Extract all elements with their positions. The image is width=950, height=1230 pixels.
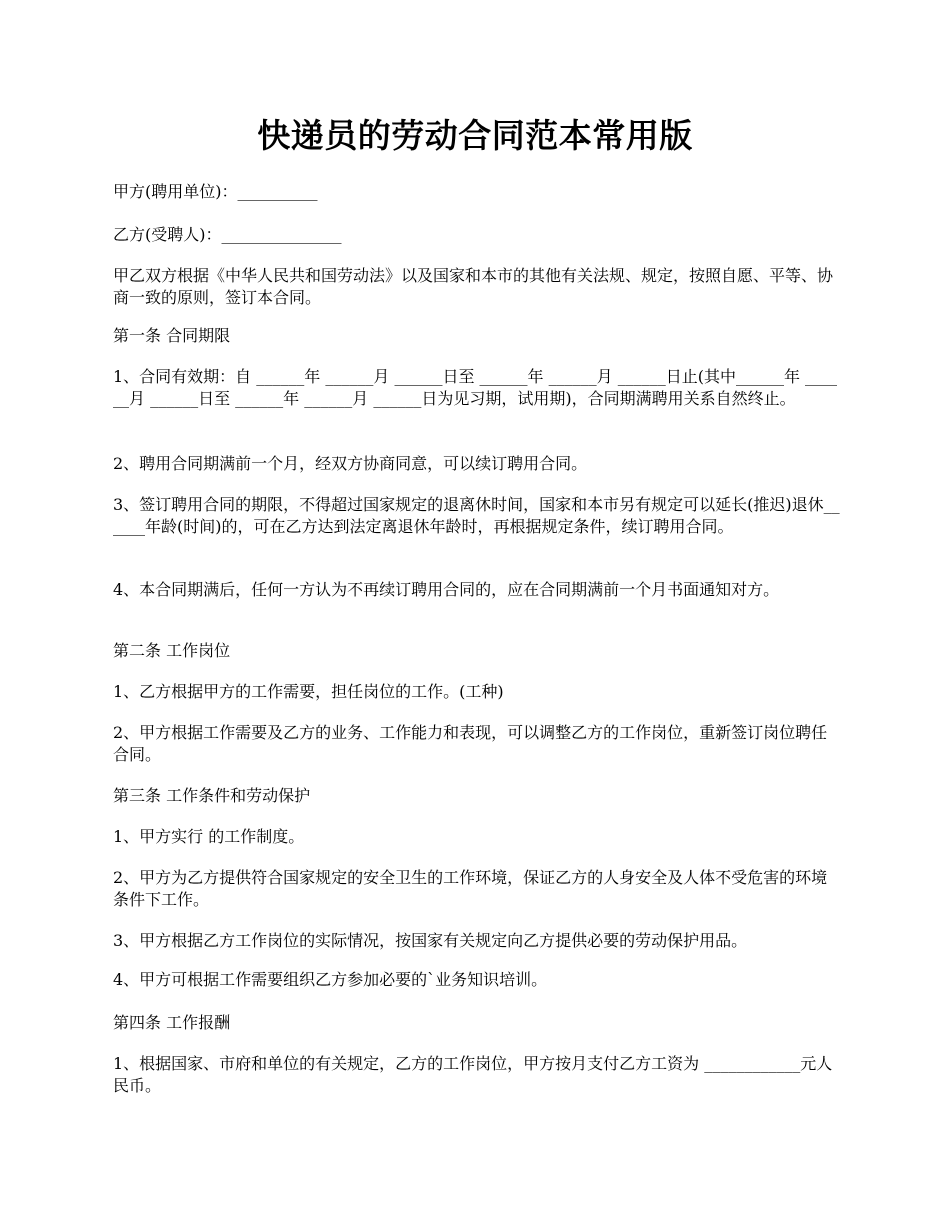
article-3-clause-3: 3、甲方根据乙方工作岗位的实际情况，按国家有关规定向乙方提供必要的劳动保护用品。 — [113, 931, 748, 950]
article-1-clause-3: 3、签订聘用合同的期限，不得超过国家规定的退离休时间，国家和本市另有规定可以延长(推迟)退休______年龄(时间)的，可在乙方达到法定离退休年龄时，再根据规定条件，续订聘用合同。 — [113, 495, 840, 536]
article-2-heading: 第二条 工作岗位 — [113, 641, 231, 660]
article-3-heading: 第三条 工作条件和劳动保护 — [113, 786, 311, 805]
article-4-clause-1: 1、根据国家、市府和单位的有关规定，乙方的工作岗位，甲方按月支付乙方工资为 ____________元人民币。 — [113, 1054, 833, 1095]
party-a-line: 甲方(聘用单位)：__________ — [113, 182, 318, 201]
preamble-paragraph: 甲乙双方根据《中华人民共和国劳动法》以及国家和本市的其他有关法规、规定，按照自愿、平等、协商一致的原则，签订本合同。 — [113, 266, 834, 307]
article-1-heading: 第一条 合同期限 — [113, 326, 231, 345]
party-b-line: 乙方(受聘人)：_______________ — [113, 225, 342, 244]
document-title: 快递员的劳动合同范本常用版 — [257, 116, 693, 155]
article-1-clause-1: 1、合同有效期：自 ______年 ______月 ______日至 ______年 ______月 ______日止(其中______年 ______月 ______日至 ______年 ______月 ______日为见习期，试用期)，合同期满聘用关系自然终止。 — [113, 367, 838, 408]
article-3-clause-2: 2、甲方为乙方提供符合国家规定的安全卫生的工作环境，保证乙方的人身安全及人体不受危害的环境条件下工作。 — [113, 868, 828, 909]
article-2-clause-1: 1、乙方根据甲方的工作需要，担任岗位的工作。(工种) — [113, 682, 504, 701]
article-1-clause-2: 2、聘用合同期满前一个月，经双方协商同意，可以续订聘用合同。 — [113, 454, 588, 473]
article-2-clause-2: 2、甲方根据工作需要及乙方的业务、工作能力和表现，可以调整乙方的工作岗位，重新签订岗位聘任合同。 — [113, 723, 828, 764]
article-4-heading: 第四条 工作报酬 — [113, 1013, 231, 1032]
article-1-clause-4: 4、本合同期满后，任何一方认为不再续订聘用合同的，应在合同期满前一个月书面通知对方。 — [113, 580, 780, 599]
article-3-clause-4: 4、甲方可根据工作需要组织乙方参加必要的`业务知识培训。 — [113, 970, 548, 989]
article-3-clause-1: 1、甲方实行 的工作制度。 — [113, 827, 305, 846]
